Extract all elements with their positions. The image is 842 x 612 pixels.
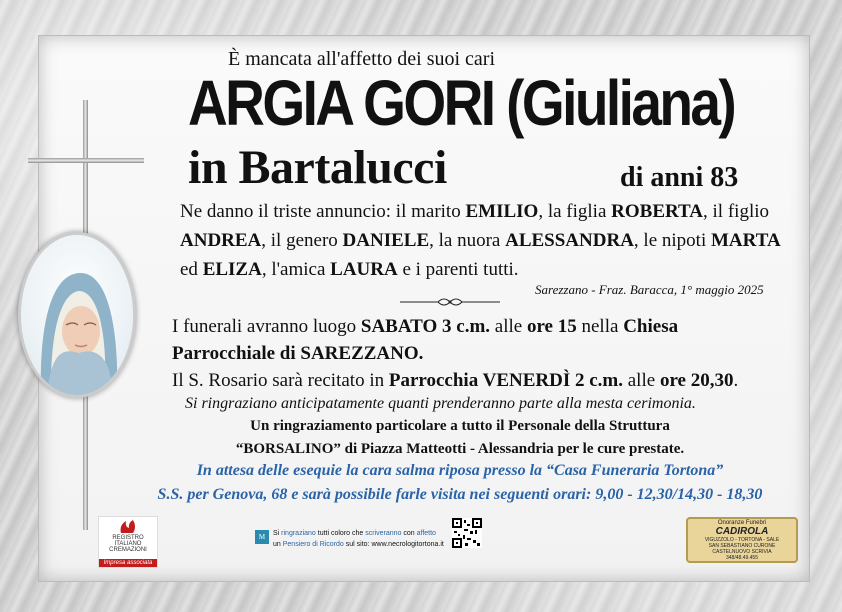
intro-text: È mancata all'affetto dei suoi cari [228,48,496,70]
cadirola-logo [686,517,798,563]
memorial-site-text: Si ringraziano tutti coloro che scriveranno con affetto un Pensiero di Ricordo sul sito: www.necrologitortona.it [273,530,444,548]
flame-icon [117,519,139,533]
qr-code-icon[interactable] [452,518,482,548]
thanks-special-2: “BORSALINO” di Piazza Matteotti - Alessandria per le cure prestate. [235,441,685,457]
cremation-registry-logo [98,516,158,568]
text-segment: ed [180,259,203,280]
text-segment: , la figlia [538,201,612,222]
married-name: in Bartalucci [188,141,447,194]
memorial-site-icon: M [255,530,269,544]
text-segment: , la nuora [429,230,506,251]
thanks-italic: Si ringraziano anticipatamente quanti prenderanno parte alla mesta cerimonia. [185,395,696,412]
bold-segment: ANDREA [180,230,262,251]
announce-line-1 [180,201,769,223]
wake-line-2: S.S. per Genova, 68 e sarà possibile farle visita nei seguenti orari: 9,00 - 12,30/14,30 - 18,30 [157,486,763,503]
bold-segment: ELIZA [202,259,262,280]
announce-line-2 [180,230,781,252]
bold-segment: Chiesa [623,316,679,337]
funeral-line-2 [172,343,423,365]
cross-icon-horizontal [28,158,144,163]
cadirola-towns-2: SAN SEBASTIANO CURONE [708,543,776,549]
bold-segment: ore 15 [526,316,577,337]
bold-segment: LAURA [330,259,398,280]
text-segment: nella [576,316,624,337]
ornament-divider-icon [400,296,500,308]
deceased-name: ARGIA GORI (Giuliana) [188,67,735,139]
registry-line-1: REGISTRO [112,535,144,541]
text-segment: , il figlio [703,201,770,222]
bold-segment: DANIELE [342,230,430,251]
text-segment: I funerali avranno luogo [172,316,361,337]
text-segment: . [733,370,739,391]
bold-segment: ROBERTA [611,201,704,222]
announce-line-3 [180,259,519,281]
funeral-line-1 [172,316,678,338]
text-segment: e i parenti tutti. [397,259,519,280]
text-segment: Ne danno il triste annuncio: il marito [180,201,466,222]
wake-line-1: In attesa delle esequie la cara salma riposa presso la “Casa Funeraria Tortona” [196,462,724,479]
registry-line-2: ITALIANO [114,541,142,547]
text-segment: alle [490,316,527,337]
cadirola-phone: 348/48.49.455 [726,555,758,561]
cadirola-subtitle: Onoranze Funebri [717,520,767,526]
bold-segment: ore 20,30 [659,370,734,391]
text-segment: , le nipoti [633,230,711,251]
madonna-image-icon [21,235,133,395]
place-date: Sarezzano - Fraz. Baracca, 1° maggio 2025 [535,282,764,297]
registry-line-3: CREMAZIONI [109,547,147,553]
thanks-special-1: Un ringraziamento particolare a tutto il Personale della Struttura [250,418,670,434]
age: di anni 83 [620,162,739,193]
registry-badge: Impresa associata [99,559,157,567]
bold-segment: MARTA [710,230,781,251]
cadirola-towns-3: CASTELNUOVO SCRIVIA [712,549,772,555]
madonna-portrait [18,232,136,398]
cadirola-towns-1: VIGUZZOLO - TORTONA - SALE [704,537,780,543]
cadirola-name: CADIROLA [715,526,769,537]
text-segment: alle [623,370,660,391]
bold-segment: Parrocchiale di SAREZZANO. [172,343,424,364]
memorial-site-link[interactable]: www.necrologitortona.it [371,541,444,548]
bold-segment: ALESSANDRA [505,230,634,251]
text-segment: , l'amica [261,259,331,280]
text-segment: Il S. Rosario sarà recitato in [172,370,389,391]
text-segment: , il genero [261,230,343,251]
bold-segment: EMILIO [465,201,539,222]
bold-segment: Parrocchia VENERDÌ 2 c.m. [388,370,623,391]
funeral-line-3 [172,370,738,392]
bold-segment: SABATO 3 c.m. [360,316,491,337]
